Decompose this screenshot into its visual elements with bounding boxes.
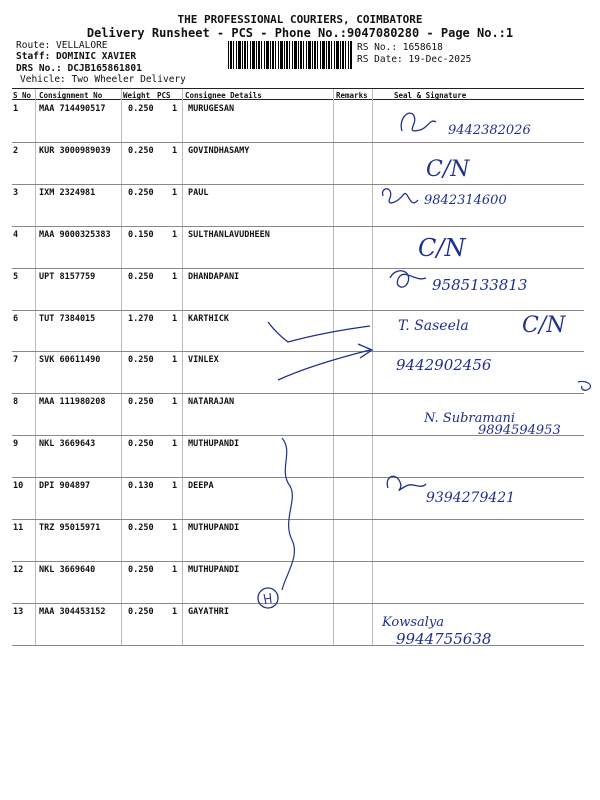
handwritten-cn: C/N bbox=[418, 234, 466, 262]
row-consignee: DEEPA bbox=[188, 481, 214, 492]
col-header-pcs: PCS bbox=[157, 91, 171, 100]
row-pcs: 1 bbox=[172, 564, 178, 575]
row-pcs: 1 bbox=[172, 229, 178, 240]
ditto-mark bbox=[578, 381, 590, 390]
handwritten-phone: 9894594953 bbox=[478, 423, 561, 438]
row-consignee: MUTHUPANDI bbox=[188, 564, 240, 575]
row-pcs: 1 bbox=[172, 187, 178, 198]
row-consignment-no: DPI 904897 bbox=[39, 481, 91, 492]
row-sno: 4 bbox=[13, 229, 19, 240]
row-pcs: 1 bbox=[172, 481, 178, 492]
row-weight: 0.250 bbox=[128, 104, 154, 114]
row-weight: 0.150 bbox=[128, 229, 154, 240]
col-header-sno: S No bbox=[13, 91, 32, 100]
row-sno: 8 bbox=[13, 397, 19, 408]
col-header-consignment: Consignment No bbox=[39, 91, 103, 100]
row-pcs: 1 bbox=[172, 271, 178, 282]
row-consignee: MUTHUPANDI bbox=[188, 439, 240, 450]
route-label: Route: VELLALORE bbox=[16, 40, 108, 51]
row-pcs: 1 bbox=[172, 439, 178, 450]
row-consignee: VINLEX bbox=[188, 355, 219, 366]
handwritten-phone: 9944755638 bbox=[396, 630, 492, 648]
row-weight: 0.250 bbox=[128, 523, 154, 533]
row-sno: 13 bbox=[13, 606, 24, 617]
signature-scribble bbox=[387, 476, 426, 490]
col-header-consignee: Consignee Details bbox=[185, 91, 262, 100]
row-consignment-no: MAA 304453152 bbox=[39, 606, 106, 617]
row-consignee: SULTHANLAVUDHEEN bbox=[188, 229, 270, 240]
row-weight: 0.250 bbox=[128, 606, 154, 617]
row-weight: 0.130 bbox=[128, 481, 154, 492]
row-sno: 12 bbox=[13, 564, 24, 575]
handwritten-name: T. Saseela bbox=[398, 318, 469, 334]
signature-scribble bbox=[390, 271, 426, 287]
row-pcs: 1 bbox=[172, 606, 178, 617]
row-weight: 1.270 bbox=[128, 313, 154, 324]
row-weight: 0.250 bbox=[128, 397, 154, 408]
row-sno: 6 bbox=[13, 313, 19, 324]
rs-number: RS No.: 1658618 bbox=[357, 42, 443, 53]
row-consignee: MUTHUPANDI bbox=[188, 523, 240, 533]
row-consignee: PAUL bbox=[188, 187, 209, 198]
row-weight: 0.250 bbox=[128, 145, 154, 156]
row-consignee: MURUGESAN bbox=[188, 104, 235, 114]
row-pcs: 1 bbox=[172, 145, 178, 156]
row-sno: 11 bbox=[13, 523, 24, 533]
arrow-mark bbox=[278, 344, 372, 380]
col-header-remarks: Remarks bbox=[336, 91, 368, 100]
handwritten-phone: 9442902456 bbox=[396, 356, 492, 374]
row-consignment-no: MAA 9000325383 bbox=[39, 229, 111, 240]
row-sno: 3 bbox=[13, 187, 19, 198]
handwritten-phone: 9442382026 bbox=[448, 123, 531, 138]
row-pcs: 1 bbox=[172, 523, 178, 533]
handwritten-name: Kowsalya bbox=[382, 615, 444, 630]
row-sno: 2 bbox=[13, 145, 19, 156]
row-consignment-no: TRZ 95015971 bbox=[39, 523, 101, 533]
row-consignment-no: NKL 3669643 bbox=[39, 439, 96, 450]
row-consignment-no: NKL 3669640 bbox=[39, 564, 96, 575]
rs-date: RS Date: 19-Dec-2025 bbox=[357, 54, 472, 65]
staff-label: Staff: DOMINIC XAVIER bbox=[16, 51, 137, 62]
row-consignment-no: TUT 7384015 bbox=[39, 313, 96, 324]
row-pcs: 1 bbox=[172, 397, 178, 408]
check-mark bbox=[268, 322, 370, 342]
col-header-signature: Seal & Signature bbox=[394, 91, 467, 100]
row-consignee: NATARAJAN bbox=[188, 397, 235, 408]
row-weight: 0.250 bbox=[128, 564, 154, 575]
company-title: THE PROFESSIONAL COURIERS, COIMBATORE bbox=[177, 13, 423, 26]
row-sno: 1 bbox=[13, 104, 19, 114]
row-weight: 0.250 bbox=[128, 187, 154, 198]
row-consignee: DHANDAPANI bbox=[188, 271, 240, 282]
row-pcs: 1 bbox=[172, 313, 178, 324]
col-header-weight: Weight bbox=[123, 91, 151, 100]
handwritten-phone: 9842314600 bbox=[424, 193, 507, 208]
handwritten-cn: C/N bbox=[522, 313, 566, 338]
row-weight: 0.250 bbox=[128, 271, 154, 282]
row-consignee: KARTHICK bbox=[188, 313, 229, 324]
signature-scribble bbox=[401, 113, 436, 131]
row-sno: 7 bbox=[13, 355, 19, 366]
row-pcs: 1 bbox=[172, 355, 178, 366]
row-consignee: GAYATHRI bbox=[188, 606, 229, 617]
row-consignment-no: UPT 8157759 bbox=[39, 271, 96, 282]
handwritten-phone: 9394279421 bbox=[426, 490, 516, 506]
handwritten-phone: 9585133813 bbox=[432, 276, 528, 294]
row-consignment-no: KUR 3000989039 bbox=[39, 145, 111, 156]
drs-label: DRS No.: DCJB165861801 bbox=[16, 63, 142, 74]
vehicle-label: Vehicle: Two Wheeler Delivery bbox=[20, 74, 186, 85]
bracket-scribble bbox=[282, 438, 294, 590]
row-consignment-no: IXM 2324981 bbox=[39, 187, 96, 198]
row-weight: 0.250 bbox=[128, 355, 154, 366]
row-sno: 9 bbox=[13, 439, 19, 450]
row-consignment-no: SVK 60611490 bbox=[39, 355, 101, 366]
row-sno: 5 bbox=[13, 271, 19, 282]
row-consignment-no: MAA 714490517 bbox=[39, 104, 106, 114]
row-consignment-no: MAA 111980208 bbox=[39, 397, 106, 408]
runsheet-subtitle: Delivery Runsheet - PCS - Phone No.:9047080280 - Page No.:1 bbox=[86, 26, 514, 40]
signature-scribble bbox=[383, 189, 418, 203]
row-pcs: 1 bbox=[172, 104, 178, 114]
row-sno: 10 bbox=[13, 481, 24, 492]
row-consignee: GOVINDHASAMY bbox=[188, 145, 250, 156]
handwritten-cn: C/N bbox=[426, 157, 470, 182]
handwritten-name: N. Subramani bbox=[424, 411, 515, 426]
row-weight: 0.250 bbox=[128, 439, 154, 450]
